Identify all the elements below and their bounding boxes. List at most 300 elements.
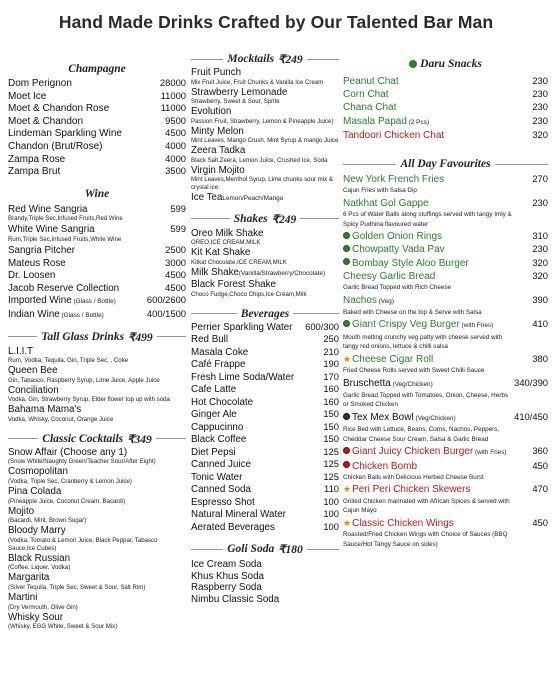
beverage-item-price: 125 [323,445,339,457]
all-day-item-name [343,243,445,256]
beverage-item-label: Café Frappe [191,359,246,370]
daru-snack-item-price: 230 [532,75,548,86]
champagne-item-label: Dom Perignon [8,78,72,89]
daru-snack-item-name [343,115,429,129]
veg-icon [343,232,350,239]
shake-item-label: Black Forest Shake [191,279,276,290]
beverage-item-label: Perrier Sparkling Water [191,321,293,333]
tall-glass-item [8,385,186,397]
goli-soda-item-label: Ice Cream Soda [191,559,262,570]
cocktail-item-name [8,447,127,459]
beverage-item [191,408,339,421]
wine-item-name [8,204,88,216]
beverage-item-price: 250 [323,333,339,344]
classic-cocktails-rule-left [8,438,38,439]
cocktail-item-description: (Vodka, Tomato & Lemon Juice, Black Peppar, Tabasco Sauce,Ice Cubes) [8,536,158,552]
mocktails-title [191,52,339,66]
star-icon: ★ [343,353,352,364]
champagne-item-label: Zampa Rose [8,153,66,165]
cocktail-item-name [8,612,63,624]
beverage-item-name [191,334,228,346]
cocktail-item-name [8,525,66,537]
champagne-item [8,102,186,115]
beverage-item-name [191,484,251,496]
goli-soda-title-price: ₹180 [278,544,303,556]
beverage-item [191,371,339,384]
goli-soda-title-text: Goli Soda [227,543,275,555]
all-day-item-description: Garlic Bread Topped with Tomatoes, Onion, Cheese, Herbs or Smoked Chicken [343,391,508,409]
cocktail-item-description: (Coffee, Liquer, Vodka) [8,564,71,572]
all-day-item-name [343,257,469,270]
wine-item-name [8,258,66,270]
all-day-item-price: 470 [532,483,548,495]
wine-item-name [8,283,119,295]
mocktail-item [191,106,339,118]
cocktail-item-name [8,592,37,604]
shake-item-label: Kit Kat Shake [191,247,251,258]
mocktail-item-inline: Lemon/Peach/Mango [222,195,284,202]
champagne-item-name [8,166,60,178]
all-day-item-label: Chicken Bomb [352,460,418,472]
goli-soda-rule-left [191,549,223,550]
shake-item-inline: (Vanilla/Strawberry/Chocolate) [238,269,326,277]
beverage-item-price: 150 [323,433,339,444]
wine-item [8,294,186,308]
beverage-item-price: 160 [323,383,339,394]
veg-icon [343,320,350,327]
shakes-rule-right [300,218,339,219]
goli-soda-item-label: Khus Khus Soda [191,570,264,582]
tall-glass-item-label: Conciliation [8,384,59,396]
beverage-item-label: Aerated Beverages [191,521,275,533]
beverage-item-label: Masala Coke [191,346,249,358]
cocktail-item-label: Black Russian [8,552,71,564]
all-day-item-description: Baked with Cheese on the top & Serve with Salsa [343,308,482,316]
champagne-item-label: Moet & Chandon Rose [8,103,110,115]
all-day-item-description: Grilled Chicken marinated with African Spices & served with Cajun Mayo [343,497,510,515]
shake-item-description: Kitkat Chocolate,ICE CREAM,MILK [191,258,287,266]
all-day-item-label: Classic Chicken Wings [352,517,454,529]
cocktail-item-description: (Snow White/Naughty Green/Teacher Sour/After Eight) [8,458,156,466]
goli-soda-title [191,542,339,556]
beverage-item [191,383,339,396]
beverages-title-text: Beverages [240,307,290,320]
wine-item-label: White Wine Sangria [8,224,95,236]
mocktail-item-name [191,165,245,177]
classic-cocktails-rule-right [156,438,186,439]
daru-snack-item-price: 320 [532,128,548,140]
classic-cocktails-title-price: ₹349 [127,433,152,446]
beverage-item-price: 100 [323,508,339,519]
beverage-item [191,458,339,471]
mocktail-item [191,145,339,157]
mocktail-item-label: Virgin Mojito [191,164,245,176]
daru-snack-item-name [343,129,444,142]
page-title: Hand Made Drinks Crafted by Our Talented Bar Man [58,12,494,32]
all-day-item-description: Chicken Balls with Delicious Herbed Cheese Burst [343,473,484,481]
wine-item-name [8,270,55,282]
goli-soda-item-name [191,594,279,606]
tall-glass-item-name [8,385,59,397]
beverage-item-label: Ginger Ale [191,409,237,420]
daru-snack-item [343,101,548,114]
cocktail-item-label: Snow Affair (Choose any 1) [8,446,128,458]
wine-item-price: 4500 [165,281,186,293]
wine-item [8,282,186,295]
goli-soda-item-name [191,582,262,594]
all-day-item-description: Mouth melting crunchy veg patty with cheese served with tangy red onions, lettuce & chilli salsa [343,333,503,351]
all-day-item-name [343,411,456,425]
goli-soda-item-name [191,559,262,571]
mocktail-item-description: Mint Leaves, Mango Crush, Mint Syrup & mango Juice [191,137,339,144]
beverage-item-label: Canned Juice [191,459,251,470]
beverage-item-label: Diet Pepsi [191,446,236,458]
mocktail-item-description: Black Salt,Zeera, Lemon Juice, Crushed Ice, Soda [191,156,328,164]
mocktail-item-name [191,106,231,118]
all-day-item-name [343,445,507,459]
beverage-item [191,333,339,346]
beverage-item-price: 600/300 [305,320,339,332]
cocktail-item-description: (Vodka, Triple Sec, Cranberry & Lemon Juice) [8,478,132,486]
all-day-rule-left [343,164,396,165]
tall-glass-item-description: Gin, Tabasco, Raspberry Syrup, Lime Juice, Apple Juice [8,376,160,384]
goli-soda-item-label: Nimbu Classic Soda [191,593,280,605]
all-day-item-price: 360 [532,445,548,457]
wine-item [8,257,186,270]
wine-item-label: Red Wine Sangria [8,203,88,215]
daru-snack-item [343,88,548,101]
all-day-item-price: 450 [532,516,548,528]
daru-snack-item [343,115,548,129]
shake-item [191,267,339,280]
beverage-item [191,346,339,359]
beverage-item-label: Espresso Shot [191,496,255,508]
all-day-item-label: Golden Onion Rings [352,231,443,243]
shake-item [191,279,339,291]
champagne-item-name [8,78,72,90]
cocktail-item-label: Margarita [8,572,50,584]
beverage-item-label: Red Bull [191,334,229,345]
all-day-item-price: 320 [532,269,548,281]
beverage-item-name [191,397,253,409]
all-day-item-name [343,377,433,391]
all-day-item-description: Rice Bed with Lettuce, Beans, Corns, Nachos, Peppers, Cheddar Cheese Sour Cream, Salsa & Garlic Bread [343,426,500,443]
beverage-item [191,508,339,521]
wine-item-description: Rum,Triple Sec,Infused Fruits,White Wine [8,235,122,243]
tall-glass-item [8,346,186,358]
cocktail-item [8,447,186,459]
beverage-item-price: 170 [323,370,339,382]
wine-item-label: Mateus Rose [8,257,66,269]
champagne-item-name [8,154,65,166]
tall-glass-item-label: Queen Bee [8,365,58,377]
daru-snack-item-note: (2 Pcs) [406,118,429,126]
daru-snack-item-name [343,88,389,101]
all-day-item-name [343,173,444,186]
beverage-item [191,358,339,371]
cocktail-item [8,612,186,624]
daru-snack-item-name [343,75,399,88]
daru-snack-item-price: 230 [532,88,548,100]
champagne-item-label: Lindeman Sparkling Wine [8,128,122,140]
goli-soda-item-name [191,571,264,583]
wine-item-name [8,224,95,236]
beverage-item-label: Natural Mineral Water [191,509,286,520]
all-day-item [343,230,548,243]
all-day-item-label: Bombay Style Aloo Burger [352,257,469,269]
mocktail-item-label: Strawberry Lemonade [191,86,288,98]
all-day-item-label: Tex Mex Bowl [352,411,414,423]
goli-soda-item [191,582,339,594]
beverage-item-price: 100 [323,520,339,532]
beverage-item-price: 160 [323,395,339,407]
wine-item-name [8,309,104,322]
all-day-rule-right [495,164,548,165]
tall-glass-rule-right [157,336,186,337]
goli-soda-item [191,559,339,571]
tall-glass-item-name [8,404,81,416]
all-day-item [343,243,548,256]
all-day-item-price: 230 [532,243,548,255]
beverage-item-name [191,497,255,509]
champagne-item-name [8,103,109,115]
wine-item-price: 2500 [165,243,186,255]
all-day-item-price: 380 [532,352,548,364]
bowl-icon [343,413,350,420]
all-day-item-price: 320 [532,256,548,268]
beverage-item-name [191,322,292,334]
champagne-item-price: 4000 [165,152,186,164]
champagne-item-label: Moet & Chandon [8,115,84,127]
leaf-icon [409,60,417,68]
champagne-item-price: 11000 [160,89,186,101]
beverage-item-label: Tonic Water [191,471,243,483]
beverage-item-name [191,409,237,421]
champagne-item-price: 4000 [165,139,186,151]
shake-item [191,247,339,259]
champagne-item [8,77,186,90]
all-day-item-description: 6 Pcs of Water Balls along stuffings served with tangy Imly & Spicy Pudhina flavoured water [343,211,512,228]
classic-cocktails-title-text: Classic Cocktails [42,432,124,445]
daru-snack-item-price: 230 [532,101,548,113]
beverage-item [191,421,339,434]
beverage-item-label: Black Coffee [191,434,247,445]
tall-glass-title [8,330,186,344]
wine-item-note: (Glass / Bottle) [71,298,116,306]
column-left [8,52,186,631]
champagne-item [8,165,186,178]
beverage-item [191,321,339,334]
beverage-item-name [191,384,236,396]
mocktail-item-name [191,87,287,99]
cocktail-item-description: (Dry Vermouth, Olive Gin) [8,603,78,611]
all-day-item [343,173,548,186]
mocktail-item-label: Fruit Punch [191,67,242,78]
champagne-item-price: 11000 [160,102,186,114]
wine-item-price: 3000 [165,256,186,268]
all-day-item-name [343,483,470,496]
all-day-item-note: (with Fries) [459,322,494,330]
cocktail-item-name [8,506,34,518]
cocktail-item [8,553,186,565]
champagne-item-label: Zampa Brut [8,166,61,178]
all-day-item [343,353,548,366]
shake-item-description: Choco Fudge,Choco Chips,Ice Cream,Milk [191,290,307,298]
all-day-item [343,318,548,332]
tall-glass-item [8,365,186,377]
all-day-item-note: (with Fries) [473,449,507,457]
shake-item-name [191,228,263,240]
shake-item-name [191,267,325,280]
daru-snack-item-label: Masala Papad [343,115,407,127]
champagne-item-label: Chandon (Brut/Rose) [8,140,103,152]
beverage-item-label: Hot Chocolate [191,396,254,408]
wine-title-text: Wine [84,187,110,200]
all-day-item-label: Cheese Cigar Roll [352,353,434,365]
beverage-item [191,433,339,446]
beverage-item-label: Cafe Latte [191,384,237,395]
cocktail-item-description: (Silver Tequila, Triple Sec, Sweet & Sour, Salt Rim) [8,584,146,592]
champagne-title [8,63,186,75]
cocktail-item-description: (Bacardi, Mint, Brown Sugar) [8,517,87,525]
mocktail-item [191,67,339,79]
daru-snacks-title-text: Daru Snacks [420,58,482,70]
beverage-item-label: Canned Soda [191,484,251,495]
beverage-item-name [191,372,294,384]
all-day-item-price: 310 [532,230,548,242]
daru-snack-item-price: 230 [532,114,548,126]
tall-glass-item-label: L.I.I.T [8,345,34,357]
all-day-item-price: 410/450 [514,410,548,422]
all-day-item-label: Bruschetta [343,377,391,389]
all-day-item-note: (Veg) [376,297,394,305]
mocktail-item-description: Strawberry, Sweet & Sour, Sprite [191,98,280,105]
mocktail-item [191,126,339,138]
champagne-item-price: 28000 [159,77,186,88]
all-day-item [343,270,548,283]
wine-title [8,188,186,200]
champagne-item [8,127,186,140]
mocktail-item [191,87,339,99]
all-day-item-price: 270 [532,173,548,185]
goli-soda-rule-right [307,549,339,550]
wine-item-price: 4500 [165,269,186,281]
daru-snack-item [343,129,548,142]
champagne-item [8,90,186,103]
beverage-item [191,496,339,509]
cocktail-item-name [8,572,49,584]
cocktail-item-label: Whisky Sour [8,611,63,623]
all-day-item [343,411,548,425]
wine-item-label: Imported Wine [8,295,72,307]
wine-item-label: Indian Wine [8,308,60,320]
tall-glass-item-name [8,365,58,377]
wine-item [8,244,186,257]
cocktail-item [8,572,186,584]
champagne-item [8,153,186,166]
mocktails-title-price: ₹249 [278,54,303,66]
wine-item-label: Jacob Reserve Collection [8,282,120,294]
cocktail-item-description: (Pineapple Juice, Coconut Cream, Bacardi) [8,497,126,505]
beverage-item-price: 110 [324,483,339,494]
tall-glass-title-text: Tall Glass Drinks [41,330,125,343]
veg-icon [343,258,350,265]
beverages-rule-right [293,313,339,314]
cocktail-item-label: Pina Colada [8,486,62,498]
champagne-item-name [8,141,103,153]
beverage-item-name [191,447,236,459]
all-day-item [343,257,548,270]
all-day-item-price: 390 [532,293,548,305]
classic-cocktails-title [8,432,186,446]
all-day-item-name [343,197,429,210]
beverage-item-name [191,347,248,359]
all-day-item-name [343,294,394,308]
shakes-rule-left [191,218,230,219]
mocktail-item-description: Mint Leaves,Menthol Syrup, Lime chunks sour mix & crystal ice [191,176,333,191]
champagne-title-text: Champagne [68,63,126,75]
all-day-title-text: All Day Favourites [400,158,491,171]
all-day-item-description: Roasted/Fried Chicken Wings with Choice of Sauces (BBQ Sauce/Hot Tangy Sauce on sides) [343,530,508,548]
tall-glass-item-name [8,346,33,358]
beverage-item-price: 125 [323,470,339,482]
beverage-item-name [191,509,286,521]
wine-item-price: 599 [170,223,186,235]
shake-item-description: OREO,ICE CREAM,MILK [191,239,261,246]
goli-soda-item [191,571,339,583]
shake-item-label: Oreo Milk Shake [191,227,264,239]
all-day-title [343,158,548,170]
all-day-item [343,483,548,496]
tall-glass-item-description: Vodka, Whisky, Coconut, Orange Juice [8,415,114,423]
all-day-item-name [343,517,454,530]
beverage-item [191,396,339,409]
beverage-item [191,483,339,496]
beverage-item-price: 150 [323,408,339,419]
cocktail-item [8,506,186,518]
tall-glass-title-price: ₹499 [128,331,153,344]
beverages-title [191,308,339,320]
cocktail-item-label: Mojito [8,505,35,517]
mocktails-title-text: Mocktails [227,53,275,65]
mocktail-item-label: Evolution [191,106,232,117]
champagne-item-price: 9500 [165,114,186,126]
nonveg-icon [343,461,350,468]
mocktail-item-label: Minty Melon [191,125,244,137]
beverage-item-name [191,459,251,471]
wine-item-description: Brandy,Triple Sec,Infused Fruits,Red Wine [8,215,123,223]
daru-snack-item [343,75,548,88]
all-day-item [343,445,548,459]
all-day-item-label: Peri Peri Chicken Skewers [352,484,471,496]
wine-item-note: (Glass / Bottle) [59,311,104,319]
tall-glass-item-label: Bahama Mama's [8,404,82,416]
cocktail-item-description: (Whisky, EGG White, Sweet & Sour Mix) [8,623,118,631]
all-day-item-description: Fried Cheese Rolls served with Sweet Chilli Sauce [343,367,485,374]
wine-item-price: 400/1500 [146,307,186,319]
all-day-item-price: 450 [532,459,548,471]
daru-snack-item-label: Corn Chat [343,89,389,101]
tall-glass-rule-left [8,336,37,337]
mocktail-item-label: Ice Tea [191,192,223,203]
beverage-item-name [191,434,246,446]
all-day-item [343,460,548,473]
all-day-item-label: New York French Fries [343,174,445,186]
all-day-item [343,294,548,308]
champagne-item-name [8,116,83,128]
mocktails-rule-right [307,59,339,60]
mocktail-item-name [191,67,241,79]
